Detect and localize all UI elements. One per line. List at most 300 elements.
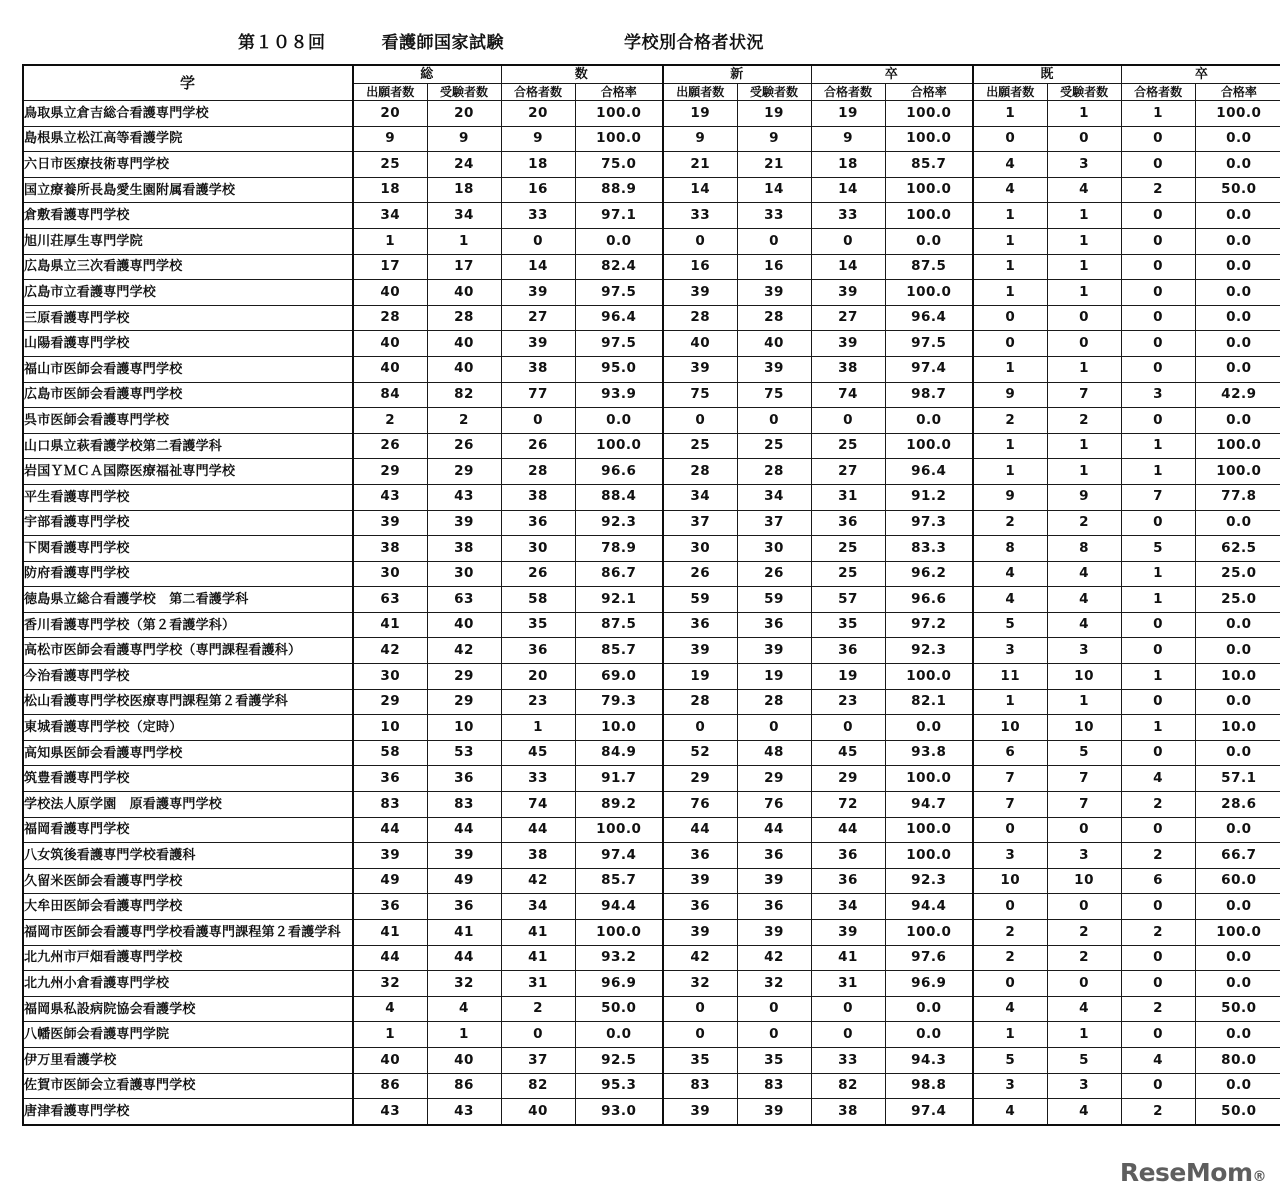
school-name-cell: 山口県立萩看護学校第二看護学科 [23,433,353,459]
new-applicants-cell: 39 [663,356,737,382]
new-applicants-cell: 35 [663,1047,737,1073]
new-applicants-cell: 19 [663,101,737,127]
total-passers-cell: 36 [501,510,575,536]
total-examinees-cell: 38 [427,536,501,562]
total-passers-cell: 41 [501,945,575,971]
table-row [23,433,1280,459]
total-examinees-cell: 10 [427,715,501,741]
school-name-cell: 伊万里看護学校 [23,1047,353,1073]
table-row [23,203,1280,229]
total-pass-rate-cell: 75.0 [575,152,663,178]
total-passers-cell: 31 [501,971,575,997]
total-examinees-cell: 43 [427,484,501,510]
school-name-cell: 福山市医師会看護専門学校 [23,356,353,382]
former-examinees-cell: 0 [1047,331,1121,357]
former-examinees-cell: 10 [1047,664,1121,690]
school-name-cell: 三原看護専門学校 [23,305,353,331]
total-applicants-cell: 41 [353,920,427,946]
former-passers-cell: 0 [1121,1073,1195,1099]
former-applicants-cell: 10 [973,868,1047,894]
former-pass-rate-cell: 0.0 [1195,945,1280,971]
former-examinees-cell: 2 [1047,945,1121,971]
total-passers-cell: 38 [501,843,575,869]
total-examinees-cell: 63 [427,587,501,613]
former-passers-cell: 0 [1121,945,1195,971]
former-applicants-cell: 3 [973,1073,1047,1099]
new-applicants-cell: 28 [663,305,737,331]
total-examinees-cell: 32 [427,971,501,997]
total-applicants-cell: 34 [353,203,427,229]
total-examinees-cell: 2 [427,408,501,434]
table-row [23,356,1280,382]
new-examinees-cell: 0 [737,996,811,1022]
header-total-pass-rate: 合格率 [575,84,663,101]
total-pass-rate-cell: 96.6 [575,459,663,485]
former-passers-cell: 0 [1121,971,1195,997]
former-pass-rate-cell: 100.0 [1195,101,1280,127]
school-name-cell: 学校法人原学園 原看護専門学校 [23,792,353,818]
former-pass-rate-cell: 0.0 [1195,280,1280,306]
total-applicants-cell: 49 [353,868,427,894]
school-name-cell: 八幡医師会看護専門学院 [23,1022,353,1048]
total-applicants-cell: 2 [353,408,427,434]
watermark [1120,1158,1266,1187]
total-examinees-cell: 44 [427,817,501,843]
former-applicants-cell: 0 [973,817,1047,843]
new-pass-rate-cell: 98.8 [885,1073,973,1099]
former-passers-cell: 6 [1121,868,1195,894]
total-applicants-cell: 44 [353,817,427,843]
former-applicants-cell: 4 [973,587,1047,613]
new-pass-rate-cell: 0.0 [885,228,973,254]
new-pass-rate-cell: 87.5 [885,254,973,280]
former-passers-cell: 1 [1121,433,1195,459]
table-row [23,305,1280,331]
new-pass-rate-cell: 100.0 [885,433,973,459]
new-applicants-cell: 39 [663,638,737,664]
table-row [23,1047,1280,1073]
new-passers-cell: 23 [811,689,885,715]
table-row [23,331,1280,357]
former-passers-cell: 0 [1121,152,1195,178]
former-pass-rate-cell: 0.0 [1195,894,1280,920]
former-pass-rate-cell: 60.0 [1195,868,1280,894]
results-table-container [22,64,1262,1126]
school-name-cell: 鳥取県立倉吉総合看護専門学校 [23,101,353,127]
new-pass-rate-cell: 96.9 [885,971,973,997]
former-passers-cell: 0 [1121,331,1195,357]
total-pass-rate-cell: 0.0 [575,228,663,254]
former-applicants-cell: 2 [973,920,1047,946]
total-applicants-cell: 44 [353,945,427,971]
new-passers-cell: 14 [811,254,885,280]
table-row [23,228,1280,254]
former-applicants-cell: 1 [973,459,1047,485]
total-examinees-cell: 41 [427,920,501,946]
total-applicants-cell: 18 [353,177,427,203]
total-examinees-cell: 82 [427,382,501,408]
total-passers-cell: 26 [501,433,575,459]
table-row [23,1099,1280,1125]
former-pass-rate-cell: 0.0 [1195,126,1280,152]
new-examinees-cell: 21 [737,152,811,178]
new-examinees-cell: 36 [737,894,811,920]
new-passers-cell: 0 [811,228,885,254]
former-passers-cell: 0 [1121,228,1195,254]
total-passers-cell: 35 [501,612,575,638]
header-total-examinees: 受験者数 [427,84,501,101]
former-examinees-cell: 1 [1047,356,1121,382]
table-row [23,817,1280,843]
total-pass-rate-cell: 96.9 [575,971,663,997]
total-passers-cell: 28 [501,459,575,485]
school-name-cell: 国立療養所長島愛生園附属看護学校 [23,177,353,203]
former-applicants-cell: 2 [973,510,1047,536]
total-applicants-cell: 40 [353,356,427,382]
former-applicants-cell: 0 [973,305,1047,331]
new-examinees-cell: 39 [737,868,811,894]
header-former-examinees: 受験者数 [1047,84,1121,101]
total-applicants-cell: 36 [353,894,427,920]
new-passers-cell: 36 [811,843,885,869]
former-examinees-cell: 0 [1047,126,1121,152]
new-pass-rate-cell: 100.0 [885,280,973,306]
new-pass-rate-cell: 100.0 [885,126,973,152]
new-applicants-cell: 52 [663,740,737,766]
new-pass-rate-cell: 0.0 [885,996,973,1022]
school-name-cell: 宇部看護専門学校 [23,510,353,536]
new-examinees-cell: 36 [737,612,811,638]
total-examinees-cell: 40 [427,331,501,357]
former-pass-rate-cell: 62.5 [1195,536,1280,562]
table-row [23,382,1280,408]
new-examinees-cell: 0 [737,228,811,254]
new-applicants-cell: 0 [663,1022,737,1048]
former-examinees-cell: 0 [1047,894,1121,920]
new-examinees-cell: 0 [737,1022,811,1048]
school-name-cell: 広島県立三次看護専門学校 [23,254,353,280]
former-applicants-cell: 3 [973,843,1047,869]
former-applicants-cell: 1 [973,689,1047,715]
total-passers-cell: 30 [501,536,575,562]
new-passers-cell: 35 [811,612,885,638]
former-applicants-cell: 0 [973,126,1047,152]
new-passers-cell: 36 [811,510,885,536]
new-examinees-cell: 34 [737,484,811,510]
former-applicants-cell: 0 [973,894,1047,920]
new-applicants-cell: 75 [663,382,737,408]
new-applicants-cell: 28 [663,689,737,715]
table-row [23,766,1280,792]
total-applicants-cell: 32 [353,971,427,997]
new-pass-rate-cell: 91.2 [885,484,973,510]
former-passers-cell: 2 [1121,1099,1195,1125]
new-pass-rate-cell: 100.0 [885,664,973,690]
total-passers-cell: 41 [501,920,575,946]
former-applicants-cell: 6 [973,740,1047,766]
total-applicants-cell: 39 [353,510,427,536]
new-passers-cell: 0 [811,996,885,1022]
former-pass-rate-cell: 0.0 [1195,254,1280,280]
total-pass-rate-cell: 87.5 [575,612,663,638]
total-examinees-cell: 40 [427,612,501,638]
new-passers-cell: 82 [811,1073,885,1099]
former-examinees-cell: 0 [1047,971,1121,997]
total-passers-cell: 42 [501,868,575,894]
new-applicants-cell: 0 [663,408,737,434]
new-examinees-cell: 39 [737,920,811,946]
new-passers-cell: 0 [811,715,885,741]
former-passers-cell: 0 [1121,356,1195,382]
new-applicants-cell: 36 [663,843,737,869]
new-applicants-cell: 32 [663,971,737,997]
school-name-cell: 香川看護専門学校（第２看護学科） [23,612,353,638]
table-row [23,587,1280,613]
new-examinees-cell: 37 [737,510,811,536]
school-name-cell: 高松市医師会看護専門学校（専門課程看護科） [23,638,353,664]
total-pass-rate-cell: 97.4 [575,843,663,869]
table-row [23,152,1280,178]
new-applicants-cell: 28 [663,459,737,485]
former-pass-rate-cell: 100.0 [1195,433,1280,459]
new-examinees-cell: 32 [737,971,811,997]
new-pass-rate-cell: 100.0 [885,817,973,843]
former-examinees-cell: 0 [1047,305,1121,331]
total-applicants-cell: 40 [353,331,427,357]
total-passers-cell: 39 [501,331,575,357]
former-pass-rate-cell: 57.1 [1195,766,1280,792]
new-applicants-cell: 34 [663,484,737,510]
former-examinees-cell: 10 [1047,868,1121,894]
table-row [23,894,1280,920]
new-examinees-cell: 48 [737,740,811,766]
new-applicants-cell: 59 [663,587,737,613]
new-pass-rate-cell: 96.4 [885,305,973,331]
former-passers-cell: 0 [1121,510,1195,536]
former-examinees-cell: 2 [1047,510,1121,536]
new-passers-cell: 19 [811,101,885,127]
former-examinees-cell: 3 [1047,1073,1121,1099]
former-examinees-cell: 4 [1047,561,1121,587]
former-examinees-cell: 4 [1047,177,1121,203]
former-passers-cell: 0 [1121,203,1195,229]
new-passers-cell: 27 [811,305,885,331]
former-applicants-cell: 11 [973,664,1047,690]
total-pass-rate-cell: 92.1 [575,587,663,613]
new-examinees-cell: 36 [737,843,811,869]
title-exam-name: 看護師国家試験 [381,33,504,53]
former-examinees-cell: 0 [1047,817,1121,843]
total-examinees-cell: 17 [427,254,501,280]
total-pass-rate-cell: 94.4 [575,894,663,920]
former-pass-rate-cell: 50.0 [1195,1099,1280,1125]
table-row [23,792,1280,818]
former-pass-rate-cell: 0.0 [1195,971,1280,997]
total-pass-rate-cell: 100.0 [575,101,663,127]
total-examinees-cell: 29 [427,459,501,485]
total-examinees-cell: 24 [427,152,501,178]
total-pass-rate-cell: 92.3 [575,510,663,536]
table-row [23,126,1280,152]
school-name-cell: 福岡市医師会看護専門学校看護専門課程第２看護学科 [23,920,353,946]
former-passers-cell: 2 [1121,996,1195,1022]
total-examinees-cell: 40 [427,356,501,382]
former-passers-cell: 4 [1121,1047,1195,1073]
table-row [23,868,1280,894]
former-passers-cell: 2 [1121,792,1195,818]
new-pass-rate-cell: 0.0 [885,1022,973,1048]
total-applicants-cell: 36 [353,766,427,792]
former-applicants-cell: 1 [973,1022,1047,1048]
total-applicants-cell: 30 [353,664,427,690]
new-passers-cell: 36 [811,868,885,894]
new-examinees-cell: 42 [737,945,811,971]
table-row [23,664,1280,690]
former-pass-rate-cell: 0.0 [1195,510,1280,536]
new-passers-cell: 44 [811,817,885,843]
total-examinees-cell: 34 [427,203,501,229]
new-examinees-cell: 14 [737,177,811,203]
table-row [23,945,1280,971]
table-row [23,101,1280,127]
school-name-cell: 久留米医師会看護専門学校 [23,868,353,894]
school-name-cell: 山陽看護専門学校 [23,331,353,357]
table-row [23,638,1280,664]
former-passers-cell: 0 [1121,1022,1195,1048]
new-pass-rate-cell: 96.6 [885,587,973,613]
header-school: 学 [23,65,353,101]
former-examinees-cell: 9 [1047,484,1121,510]
school-name-cell: 福岡看護専門学校 [23,817,353,843]
school-name-cell: 唐津看護専門学校 [23,1099,353,1125]
table-row [23,561,1280,587]
total-passers-cell: 0 [501,408,575,434]
new-examinees-cell: 0 [737,408,811,434]
header-group-former-left: 既 [973,65,1121,84]
total-applicants-cell: 58 [353,740,427,766]
total-examinees-cell: 40 [427,1047,501,1073]
new-examinees-cell: 39 [737,1099,811,1125]
former-applicants-cell: 8 [973,536,1047,562]
table-row [23,280,1280,306]
header-former-applicants: 出願者数 [973,84,1047,101]
new-pass-rate-cell: 97.4 [885,1099,973,1125]
former-passers-cell: 0 [1121,612,1195,638]
total-passers-cell: 23 [501,689,575,715]
header-total-applicants: 出願者数 [353,84,427,101]
total-examinees-cell: 86 [427,1073,501,1099]
table-row [23,254,1280,280]
total-passers-cell: 2 [501,996,575,1022]
total-pass-rate-cell: 86.7 [575,561,663,587]
header-group-former-right: 卒 [1121,65,1280,84]
total-pass-rate-cell: 97.5 [575,331,663,357]
new-applicants-cell: 14 [663,177,737,203]
former-applicants-cell: 4 [973,152,1047,178]
new-passers-cell: 31 [811,971,885,997]
total-passers-cell: 0 [501,228,575,254]
new-pass-rate-cell: 100.0 [885,843,973,869]
header-group-total-left: 総 [353,65,501,84]
new-examinees-cell: 30 [737,536,811,562]
new-pass-rate-cell: 100.0 [885,101,973,127]
total-pass-rate-cell: 100.0 [575,126,663,152]
new-examinees-cell: 28 [737,459,811,485]
total-applicants-cell: 83 [353,792,427,818]
new-pass-rate-cell: 97.5 [885,331,973,357]
former-pass-rate-cell: 0.0 [1195,356,1280,382]
total-pass-rate-cell: 93.9 [575,382,663,408]
former-examinees-cell: 2 [1047,920,1121,946]
former-passers-cell: 4 [1121,766,1195,792]
former-applicants-cell: 7 [973,792,1047,818]
total-applicants-cell: 41 [353,612,427,638]
total-examinees-cell: 20 [427,101,501,127]
former-pass-rate-cell: 0.0 [1195,638,1280,664]
total-passers-cell: 33 [501,766,575,792]
school-name-cell: 八女筑後看護専門学校看護科 [23,843,353,869]
total-pass-rate-cell: 88.9 [575,177,663,203]
total-applicants-cell: 42 [353,638,427,664]
total-applicants-cell: 84 [353,382,427,408]
total-applicants-cell: 10 [353,715,427,741]
total-passers-cell: 74 [501,792,575,818]
former-applicants-cell: 0 [973,331,1047,357]
total-applicants-cell: 9 [353,126,427,152]
former-examinees-cell: 7 [1047,792,1121,818]
total-passers-cell: 77 [501,382,575,408]
former-pass-rate-cell: 50.0 [1195,177,1280,203]
new-passers-cell: 34 [811,894,885,920]
total-applicants-cell: 43 [353,484,427,510]
total-applicants-cell: 29 [353,459,427,485]
former-applicants-cell: 3 [973,638,1047,664]
former-passers-cell: 0 [1121,817,1195,843]
total-applicants-cell: 40 [353,280,427,306]
former-pass-rate-cell: 0.0 [1195,1022,1280,1048]
new-applicants-cell: 44 [663,817,737,843]
new-examinees-cell: 28 [737,689,811,715]
total-pass-rate-cell: 93.0 [575,1099,663,1125]
total-pass-rate-cell: 10.0 [575,715,663,741]
new-applicants-cell: 36 [663,894,737,920]
new-examinees-cell: 25 [737,433,811,459]
new-examinees-cell: 75 [737,382,811,408]
new-passers-cell: 36 [811,638,885,664]
new-applicants-cell: 21 [663,152,737,178]
total-passers-cell: 82 [501,1073,575,1099]
former-examinees-cell: 7 [1047,766,1121,792]
former-applicants-cell: 1 [973,280,1047,306]
total-examinees-cell: 26 [427,433,501,459]
former-applicants-cell: 4 [973,996,1047,1022]
total-examinees-cell: 1 [427,228,501,254]
former-passers-cell: 7 [1121,484,1195,510]
former-applicants-cell: 1 [973,254,1047,280]
total-passers-cell: 20 [501,664,575,690]
title-subtitle: 学校別合格者状況 [624,33,764,53]
new-passers-cell: 39 [811,920,885,946]
school-name-cell: 今治看護専門学校 [23,664,353,690]
former-applicants-cell: 5 [973,1047,1047,1073]
total-examinees-cell: 53 [427,740,501,766]
former-passers-cell: 1 [1121,101,1195,127]
school-name-cell: 倉敷看護専門学校 [23,203,353,229]
former-examinees-cell: 1 [1047,433,1121,459]
total-examinees-cell: 18 [427,177,501,203]
table-row [23,484,1280,510]
new-applicants-cell: 9 [663,126,737,152]
